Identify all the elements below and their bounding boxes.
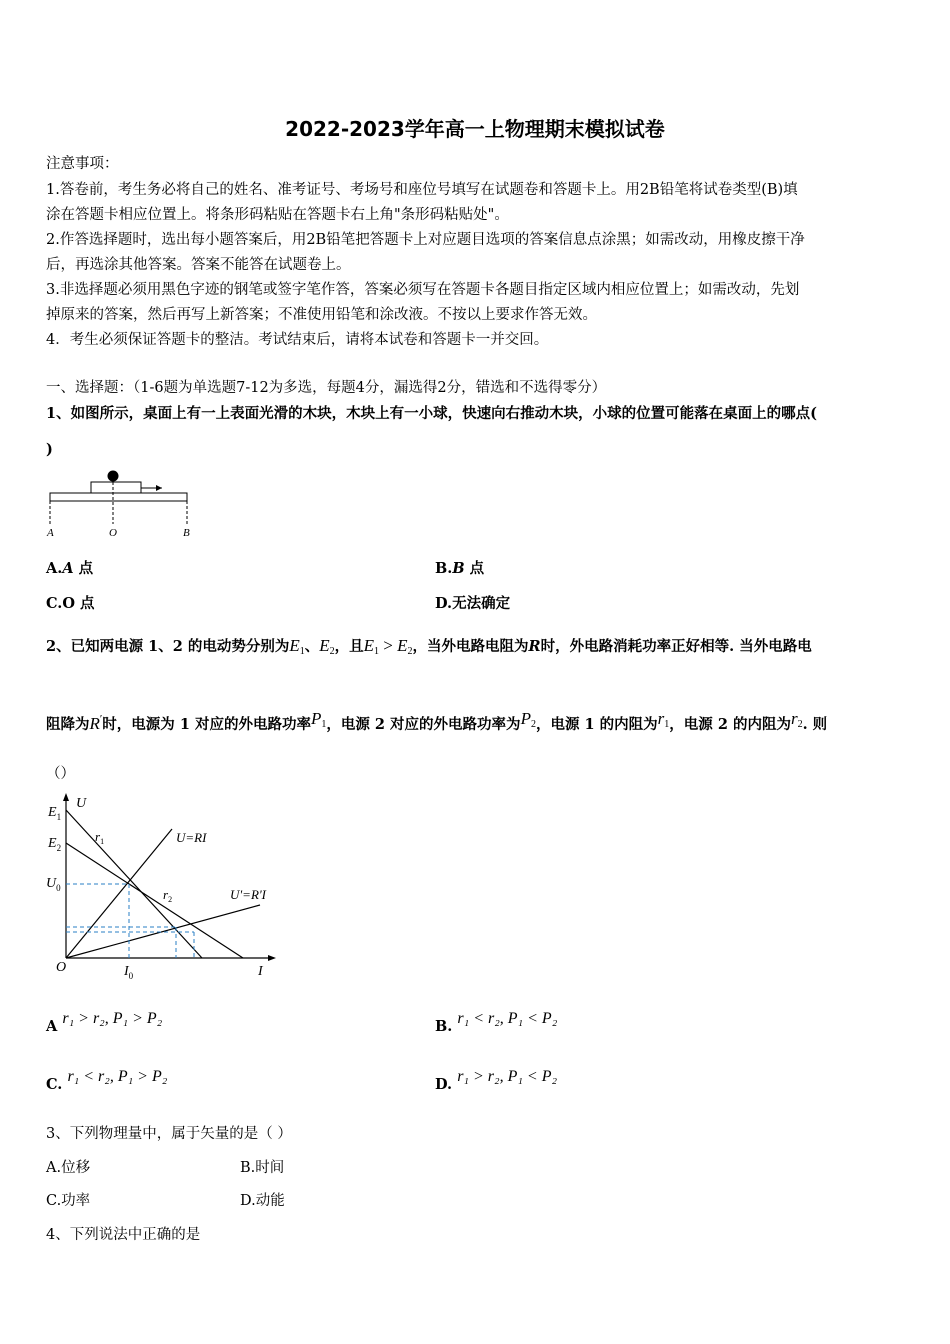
push-arrow-head	[156, 485, 162, 491]
question-4-text: 4、下列说法中正确的是	[46, 1227, 201, 1243]
question-2-line-1: 2、已知两电源 1、2 的电动势分别为$E_1$、$E_2$，且$E_1 > E_2$，当外电路电阻为R时，外电路消耗功率正好相等. 当外电路电	[46, 636, 812, 657]
label-r2: $r_2$	[163, 887, 173, 904]
label-origin: O	[56, 960, 67, 975]
label-e1: $E_1$	[48, 805, 62, 822]
label-i: I	[258, 964, 263, 979]
question-1-text: 1、如图所示，桌面上有一上表面光滑的木块，木块上有一小球，快速向右推动木块，小球的位置可能落在桌面上的哪点(	[46, 405, 817, 422]
q3-option-a: A.位移	[46, 1160, 91, 1176]
question-2-paren: （）	[46, 766, 75, 782]
notice-line: 涂在答题卡相应位置上。将条形码粘贴在答题卡右上角"条形码粘贴处"。	[46, 207, 509, 223]
option-d: D.无法确定	[435, 595, 511, 612]
notice-line: 3.非选择题必须用黑色字迹的钢笔或签字笔作答，答案必须写在答题卡各题目指定区域内相应位置上；如需改动，先划	[46, 282, 800, 298]
label-e2: $E_2$	[48, 836, 62, 853]
q2-option-d: D. r₁ > r₂, P₁ < P₂	[435, 1068, 558, 1093]
ball	[108, 471, 119, 482]
option-a: A.A 点	[46, 560, 94, 577]
page-title: 2022-2023学年高一上物理期末模拟试卷	[285, 117, 665, 141]
label-u: U	[76, 796, 87, 811]
wooden-block	[91, 482, 141, 493]
i-axis-arrow	[268, 955, 276, 961]
label-line-ri: U=RI	[176, 830, 207, 845]
label-i0: $I_0$	[124, 964, 134, 981]
section-heading: 一、选择题：（1-6题为单选题7-12为多选，每题4分，漏选得2分，错选和不选得零分）	[46, 380, 607, 396]
q2-option-c: C. r₁ < r₂, P₁ > P₂	[46, 1068, 168, 1093]
u-i-graph	[40, 785, 290, 985]
notice-line: 掉原来的答案，然后再写上新答案；不准使用铅笔和涂改液。不按以上要求作答无效。	[46, 307, 597, 323]
table-surface	[50, 493, 187, 501]
line-u-ri	[66, 829, 172, 958]
block-ball-figure	[44, 466, 194, 542]
option-b: B.B 点	[435, 560, 485, 577]
q3-option-d: D.动能	[240, 1193, 285, 1209]
question-3-text: 3、下列物理量中，属于矢量的是（ ）	[46, 1126, 292, 1142]
u-axis-arrow	[63, 793, 69, 801]
q2-option-a: A r₁ > r₂, P₁ > P₂	[46, 1010, 163, 1035]
q3-option-b: B.时间	[240, 1160, 285, 1176]
label-r1: $r_1$	[95, 829, 105, 846]
label-u0: $U_0$	[46, 876, 61, 893]
label-o: O	[109, 527, 117, 539]
label-a: A	[47, 527, 54, 539]
notice-line: 1.答卷前，考生务必将自己的姓名、准考证号、考场号和座位号填写在试题卷和答题卡上。用2B铅笔将试卷类型(B)填	[46, 182, 798, 198]
notice-line: 4．考生必须保证答题卡的整洁。考试结束后，请将本试卷和答题卡一并交回。	[46, 332, 549, 348]
notice-line: 后，再选涂其他答案。答案不能答在试题卷上。	[46, 257, 351, 273]
question-1-text-cont: )	[46, 441, 53, 458]
label-b: B	[183, 527, 190, 539]
question-2-line-2: 阻降为R′时，电源为 1 对应的外电路功率$P_1$，电源 2 对应的外电路功率为$P_2$，电源 1 的内阻为$r_1$，电源 2 的内阻为$r_2$. 则	[46, 709, 828, 733]
notice-line: 2.作答选择题时，选出每小题答案后，用2B铅笔把答题卡上对应题目选项的答案信息点涂黑；如需改动，用橡皮擦干净	[46, 232, 805, 248]
label-line-rpi: U'=R'I	[230, 887, 266, 902]
q2-option-b: B. r₁ < r₂, P₁ < P₂	[435, 1010, 558, 1035]
line-r2	[66, 843, 243, 958]
notice-heading: 注意事项：	[46, 156, 119, 172]
q3-option-c: C.功率	[46, 1193, 91, 1209]
option-c: C.O 点	[46, 595, 95, 612]
